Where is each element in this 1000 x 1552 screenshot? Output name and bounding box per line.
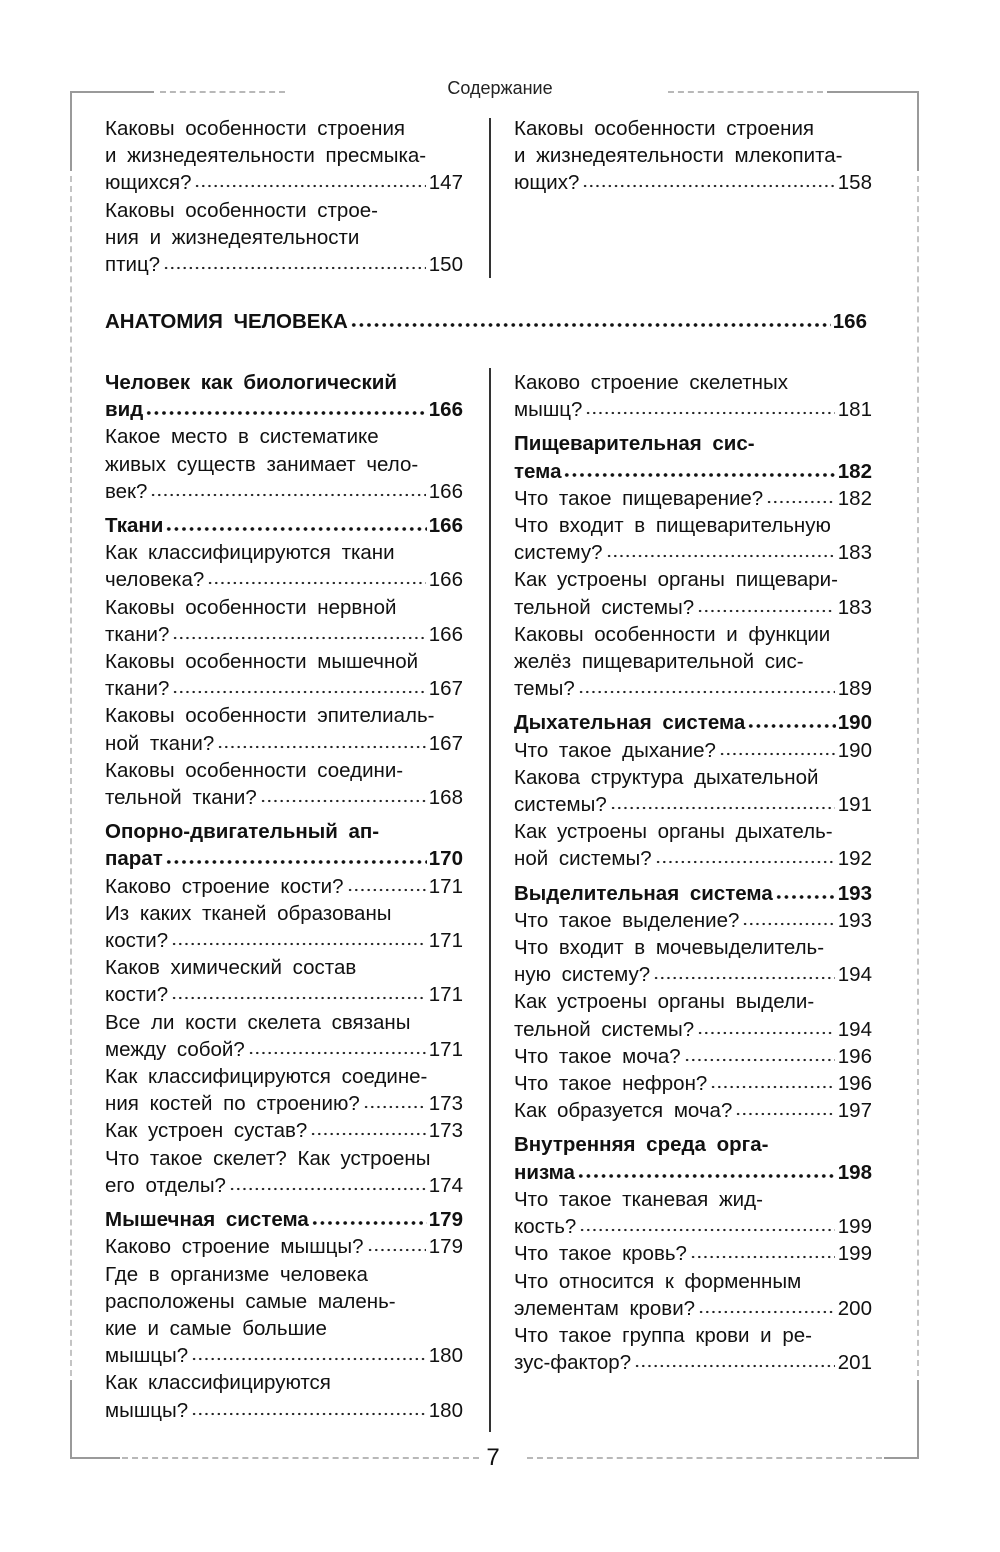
entry-text-line: кие и самые большие	[105, 1316, 327, 1340]
entry-last-line	[514, 169, 872, 196]
entry-page-number: 194	[837, 1017, 872, 1041]
entry-last-line	[514, 485, 872, 512]
leader-dots	[217, 745, 426, 749]
entry-page-number: 191	[837, 793, 872, 817]
entry-page-number: 171	[428, 983, 463, 1007]
entry-text-line: ющих?	[514, 171, 580, 195]
entry-text-line: желёз пищеварительной сис-	[514, 650, 804, 674]
entry-text-line: Как устроены органы пищевари-	[514, 568, 838, 592]
leader-dots	[653, 976, 835, 980]
entry-text-line: Как образуется моча?	[514, 1099, 733, 1123]
leader-dots	[171, 942, 426, 946]
entry-text-line: Мышечная система	[105, 1208, 309, 1232]
entry-last-line	[105, 1206, 463, 1233]
entry-page-number: 170	[428, 847, 463, 871]
entry-page-number: 150	[428, 253, 463, 277]
leader-dots	[684, 1058, 835, 1062]
entry-last-line	[105, 675, 463, 702]
entry-page-number: 180	[428, 1398, 463, 1422]
entry-page-number: 147	[428, 171, 463, 195]
toc-subsection-heading[interactable]	[514, 430, 872, 484]
toc-entry[interactable]	[514, 115, 872, 197]
leader-dots	[367, 1248, 426, 1252]
leader-dots	[145, 411, 427, 415]
toc-entry[interactable]	[514, 934, 872, 988]
toc-entry[interactable]	[105, 197, 463, 279]
entry-text-line: Выделительная система	[514, 881, 773, 905]
leader-dots	[655, 860, 835, 864]
entry-text-line: ной системы?	[514, 847, 652, 871]
leader-dots	[171, 996, 426, 1000]
entry-text-line: Внутренняя среда орга-	[514, 1133, 769, 1157]
entry-page-number: 166	[428, 514, 463, 538]
entry-text-line: Каковы особенности эпителиаль-	[105, 704, 435, 728]
entry-text-line: кости?	[105, 983, 169, 1007]
entry-last-line	[105, 1342, 463, 1369]
entry-text-line: элементам крови?	[514, 1296, 696, 1320]
entry-text-line: его отделы?	[105, 1173, 226, 1197]
toc-right-column	[514, 369, 872, 1376]
entry-page-number: 193	[837, 908, 872, 932]
entry-last-line	[514, 458, 872, 485]
entry-text-line: Каковы особенности соедини-	[105, 758, 404, 782]
entry-text-line: Как устроены органы дыхатель-	[514, 820, 833, 844]
entry-text-line: Каковы особенности нервной	[105, 595, 397, 619]
frame-left-dashed	[70, 176, 72, 1376]
leader-dots	[697, 1031, 835, 1035]
leader-dots	[747, 724, 835, 728]
toc-entry[interactable]	[514, 566, 872, 620]
toc-left-column	[105, 369, 463, 1424]
entry-text-line: ную систему?	[514, 963, 651, 987]
leader-dots	[165, 527, 426, 531]
frame-right-top	[917, 91, 919, 171]
entry-page-number: 182	[837, 486, 872, 510]
entry-page-number: 199	[837, 1242, 872, 1266]
leader-dots	[698, 1310, 835, 1314]
leader-dots	[194, 184, 425, 188]
toc-entry[interactable]	[105, 702, 463, 756]
entry-text-line: Как классифицируются ткани	[105, 541, 395, 565]
leader-dots	[697, 609, 835, 613]
toc-entry[interactable]	[105, 900, 463, 954]
leader-dots	[165, 860, 427, 864]
entry-page-number: 158	[837, 171, 872, 195]
entry-last-line	[514, 1240, 872, 1267]
entry-page-number: 166	[428, 568, 463, 592]
leader-dots	[163, 266, 426, 270]
toc-entry[interactable]	[514, 764, 872, 818]
entry-text-line: Что такое тканевая жид-	[514, 1187, 763, 1211]
entry-text-line: Как устроены органы выдели-	[514, 990, 815, 1014]
toc-entry[interactable]	[514, 818, 872, 872]
entry-text-line: Каковы особенности мышечной	[105, 650, 419, 674]
entry-text-line: ной ткани?	[105, 731, 215, 755]
toc-entry[interactable]	[105, 1063, 463, 1117]
section-title: АНАТОМИЯ ЧЕЛОВЕКА	[105, 310, 348, 333]
entry-text-line: Как классифицируются соедине-	[105, 1065, 428, 1089]
entry-last-line	[105, 396, 463, 423]
toc-subsection-heading[interactable]	[514, 1131, 872, 1185]
toc-entry[interactable]	[105, 1117, 463, 1144]
leader-dots	[735, 1112, 834, 1116]
entry-page-number: 193	[837, 881, 872, 905]
leader-dots	[634, 1364, 835, 1368]
entry-last-line	[105, 1090, 463, 1117]
entry-page-number: 190	[837, 738, 872, 762]
toc-entry[interactable]	[514, 621, 872, 703]
entry-text-line: Какое место в систематике	[105, 425, 379, 449]
toc-top-left-column	[105, 115, 463, 278]
entry-text-line: Что такое скелет? Как устроены	[105, 1146, 431, 1170]
leader-dots	[579, 1228, 834, 1232]
toc-subsection-heading[interactable]	[514, 709, 872, 736]
leader-dots	[766, 500, 835, 504]
entry-text-line: человека?	[105, 568, 205, 592]
entry-text-line: Что такое нефрон?	[514, 1072, 708, 1096]
entry-last-line	[514, 1016, 872, 1043]
page-number: 7	[486, 1444, 500, 1471]
entry-page-number: 194	[837, 963, 872, 987]
entry-page-number: 179	[428, 1208, 463, 1232]
entry-last-line	[514, 396, 872, 423]
entry-page-number: 181	[837, 398, 872, 422]
leader-dots	[229, 1187, 426, 1191]
entry-page-number: 192	[837, 847, 872, 871]
leader-dots	[350, 323, 831, 327]
entry-page-number: 199	[837, 1215, 872, 1239]
toc-entry[interactable]	[105, 757, 463, 811]
entry-text-line: мышцы?	[105, 1398, 189, 1422]
entry-page-number: 200	[837, 1296, 872, 1320]
entry-text-line: Каково строение кости?	[105, 874, 344, 898]
entry-text-line: Опорно-двигательный ап-	[105, 820, 380, 844]
entry-text-line: Каковы особенности строения	[105, 117, 406, 140]
entry-text-line: Человек как биологический	[105, 371, 397, 394]
entry-last-line	[105, 1172, 463, 1199]
entry-text-line: птиц?	[105, 253, 161, 277]
entry-text-line: Что такое группа крови и ре-	[514, 1323, 812, 1347]
entry-text-line: Что такое выделение?	[514, 908, 740, 932]
leader-dots	[191, 1357, 426, 1361]
entry-last-line	[105, 512, 463, 539]
entry-text-line: ния и жизнедеятельности	[105, 225, 360, 249]
entry-page-number: 189	[837, 677, 872, 701]
entry-page-number: 182	[837, 459, 872, 483]
toc-entry[interactable]	[514, 988, 872, 1042]
leader-dots	[248, 1051, 426, 1055]
leader-dots	[690, 1255, 835, 1259]
section-page: 166	[832, 310, 867, 333]
entry-text-line: и жизнедеятельности млекопита-	[514, 144, 843, 168]
entry-text-line: Какова структура дыхательной	[514, 765, 819, 789]
entry-text-line: ткани?	[105, 622, 170, 646]
entry-last-line	[105, 478, 463, 505]
entry-last-line	[514, 594, 872, 621]
entry-last-line	[514, 709, 872, 736]
section-heading-anatomy[interactable]	[105, 308, 867, 335]
leader-dots	[347, 888, 426, 892]
toc-entry[interactable]	[514, 512, 872, 566]
entry-text-line: Пищеварительная сис-	[514, 432, 755, 456]
toc-entry[interactable]	[514, 1043, 872, 1070]
leader-dots	[775, 895, 836, 899]
toc-subsection-heading[interactable]	[105, 369, 463, 423]
entry-text-line: тельной системы?	[514, 1017, 695, 1041]
running-title: Содержание	[447, 78, 553, 98]
entry-text-line: тельной системы?	[514, 595, 695, 619]
entry-last-line	[105, 927, 463, 954]
toc-entry[interactable]	[514, 737, 872, 764]
entry-text-line: ткани?	[105, 677, 170, 701]
entry-page-number: 179	[428, 1235, 463, 1259]
entry-text-line: Каково строение мышцы?	[105, 1235, 364, 1259]
entry-text-line: Каково строение скелетных	[514, 371, 788, 394]
entry-page-number: 201	[837, 1351, 872, 1375]
entry-page-number: 166	[428, 479, 463, 503]
toc-entry[interactable]	[105, 1233, 463, 1260]
entry-text-line: системы?	[514, 793, 607, 817]
entry-text-line: Каков химический состав	[105, 956, 357, 980]
entry-page-number: 166	[428, 398, 463, 422]
entry-text-line: Где в организме человека	[105, 1262, 368, 1286]
toc-entry[interactable]	[105, 594, 463, 648]
entry-page-number: 180	[428, 1344, 463, 1368]
entry-text-line: Каковы особенности и функции	[514, 622, 831, 646]
entry-last-line	[514, 1213, 872, 1240]
entry-text-line: ния костей по строению?	[105, 1092, 360, 1116]
toc-subsection-heading[interactable]	[105, 512, 463, 539]
entry-last-line	[514, 675, 872, 702]
entry-last-line	[105, 1036, 463, 1063]
entry-last-line	[105, 873, 463, 900]
toc-entry[interactable]	[514, 369, 872, 423]
toc-entry[interactable]	[105, 648, 463, 702]
toc-entry[interactable]	[105, 1261, 463, 1370]
toc-entry[interactable]	[105, 873, 463, 900]
entry-text-line: тельной ткани?	[105, 786, 257, 810]
leader-dots	[582, 184, 834, 188]
entry-text-line: Как классифицируются	[105, 1371, 331, 1395]
toc-entry[interactable]	[105, 1369, 463, 1423]
toc-entry[interactable]	[105, 954, 463, 1008]
leader-dots	[191, 1412, 426, 1416]
entry-text-line: Все ли кости скелета связаны	[105, 1010, 411, 1034]
entry-last-line	[514, 845, 872, 872]
entry-page-number: 183	[837, 541, 872, 565]
toc-subsection-heading[interactable]	[105, 1206, 463, 1233]
leader-dots	[150, 493, 425, 497]
toc-subsection-heading[interactable]	[105, 818, 463, 872]
entry-last-line	[105, 169, 463, 196]
entry-text-line: мышц?	[514, 398, 583, 422]
entry-text-line: ющихся?	[105, 171, 192, 195]
entry-last-line	[105, 1117, 463, 1144]
column-divider-top	[489, 118, 491, 278]
entry-page-number: 173	[428, 1119, 463, 1143]
entry-text-line: систему?	[514, 541, 603, 565]
frame-left-top	[70, 91, 72, 171]
toc-entry[interactable]	[105, 539, 463, 593]
toc-entry[interactable]	[514, 1097, 872, 1124]
entry-last-line	[105, 981, 463, 1008]
toc-subsection-heading[interactable]	[514, 880, 872, 907]
entry-text-line: Дыхательная система	[514, 711, 746, 735]
toc-entry[interactable]	[514, 1322, 872, 1376]
leader-dots	[172, 636, 425, 640]
entry-page-number: 196	[837, 1072, 872, 1096]
entry-last-line	[105, 784, 463, 811]
entry-last-line	[514, 1097, 872, 1124]
entry-page-number: 171	[428, 929, 463, 953]
entry-last-line	[105, 730, 463, 757]
leader-dots	[172, 690, 425, 694]
leader-dots	[610, 806, 835, 810]
toc-entry[interactable]	[105, 1145, 463, 1199]
entry-text-line: парат	[105, 847, 163, 871]
leader-dots	[363, 1105, 426, 1109]
entry-last-line	[105, 845, 463, 872]
leader-dots	[742, 922, 834, 926]
entry-text-line: между собой?	[105, 1037, 245, 1061]
entry-text-line: темы?	[514, 677, 575, 701]
entry-last-line	[514, 737, 872, 764]
entry-last-line	[105, 621, 463, 648]
entry-text-line: вид	[105, 398, 144, 422]
entry-text-line: Каковы особенности строения	[514, 117, 815, 140]
entry-last-line	[514, 961, 872, 988]
entry-page-number: 171	[428, 1037, 463, 1061]
frame-right-dashed	[917, 176, 919, 1376]
entry-page-number: 168	[428, 786, 463, 810]
entry-text-line: Что такое дыхание?	[514, 738, 716, 762]
leader-dots	[260, 799, 426, 803]
leader-dots	[563, 473, 835, 477]
entry-page-number: 190	[837, 711, 872, 735]
entry-text-line: Что такое моча?	[514, 1044, 681, 1068]
column-divider-main	[489, 368, 491, 1432]
entry-page-number: 196	[837, 1044, 872, 1068]
entry-page-number: 166	[428, 622, 463, 646]
toc-entry[interactable]	[514, 1240, 872, 1267]
entry-text-line: тема	[514, 459, 562, 483]
entry-text-line: Каковы особенности строе-	[105, 198, 378, 222]
entry-text-line: Ткани	[105, 514, 164, 538]
entry-text-line: мышцы?	[105, 1344, 189, 1368]
entry-last-line	[105, 566, 463, 593]
entry-page-number: 197	[837, 1099, 872, 1123]
entry-page-number: 174	[428, 1173, 463, 1197]
entry-page-number: 198	[837, 1160, 872, 1184]
leader-dots	[710, 1085, 834, 1089]
toc-entry[interactable]	[105, 423, 463, 505]
toc-entry[interactable]	[105, 1009, 463, 1063]
leader-dots	[719, 752, 835, 756]
entry-text-line: Как устроен сустав?	[105, 1119, 308, 1143]
leader-dots	[207, 581, 426, 585]
entry-text-line: кости?	[105, 929, 169, 953]
entry-page-number: 171	[428, 874, 463, 898]
entry-text-line: кость?	[514, 1215, 577, 1239]
entry-page-number: 183	[837, 595, 872, 619]
entry-text-line: Что входит в пищеварительную	[514, 514, 831, 538]
entry-last-line	[105, 1397, 463, 1424]
entry-last-line	[514, 907, 872, 934]
toc-top-right-column	[514, 115, 872, 197]
entry-last-line	[514, 880, 872, 907]
entry-text-line: зус-фактор?	[514, 1351, 632, 1375]
leader-dots	[606, 554, 835, 558]
entry-last-line	[514, 1043, 872, 1070]
toc-entry[interactable]	[514, 1070, 872, 1097]
entry-last-line	[105, 1233, 463, 1260]
leader-dots	[311, 1221, 427, 1225]
leader-dots	[578, 690, 835, 694]
entry-last-line	[105, 251, 463, 278]
entry-text-line: Что такое кровь?	[514, 1242, 687, 1266]
entry-text-line: расположены самые малень-	[105, 1289, 396, 1313]
entry-text-line: век?	[105, 479, 148, 503]
leader-dots	[585, 411, 834, 415]
leader-dots	[310, 1132, 426, 1136]
entry-text-line: Из каких тканей образованы	[105, 901, 392, 925]
entry-last-line	[514, 1159, 872, 1186]
toc-entry[interactable]	[514, 907, 872, 934]
toc-entry[interactable]	[105, 115, 463, 197]
entry-text-line: Что входит в мочевыделитель-	[514, 936, 825, 960]
entry-last-line	[514, 1070, 872, 1097]
toc-entry[interactable]	[514, 1268, 872, 1322]
entry-last-line	[514, 1295, 872, 1322]
entry-text-line: Что такое пищеварение?	[514, 486, 764, 510]
entry-text-line: низма	[514, 1160, 575, 1184]
entry-last-line	[514, 791, 872, 818]
entry-text-line: Что относится к форменным	[514, 1269, 802, 1293]
toc-entry[interactable]	[514, 485, 872, 512]
entry-last-line	[514, 539, 872, 566]
entry-page-number: 167	[428, 731, 463, 755]
entry-last-line	[514, 1349, 872, 1376]
leader-dots	[577, 1174, 836, 1178]
entry-text-line: и жизнедеятельности пресмыка-	[105, 144, 427, 168]
toc-entry[interactable]	[514, 1186, 872, 1240]
entry-page-number: 173	[428, 1092, 463, 1116]
entry-text-line: живых существ занимает чело-	[105, 452, 419, 476]
entry-page-number: 167	[428, 677, 463, 701]
